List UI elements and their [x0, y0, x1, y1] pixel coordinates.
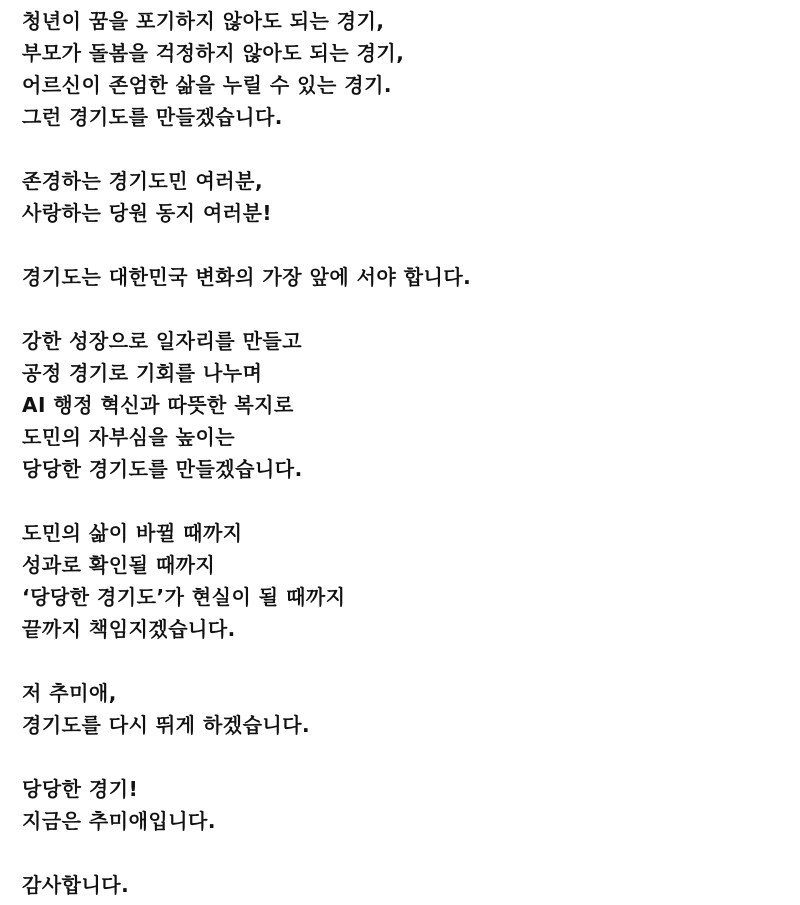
speech-document [22, 5, 792, 901]
text-line: 사랑하는 당원 동지 여러분! [22, 201, 273, 225]
text-line: 도민의 자부심을 높이는 [22, 425, 236, 449]
text-line: 청년이 꿈을 포기하지 않아도 되는 경기, [22, 9, 385, 33]
stanza-spacer [22, 645, 792, 677]
stanza-spacer [22, 837, 792, 869]
text-line: 끝까지 책임지겠습니다. [22, 617, 236, 641]
stanza-commitment [22, 517, 792, 645]
stanza-declaration [22, 677, 792, 741]
text-line: 강한 성장으로 일자리를 만들고 [22, 329, 303, 353]
text-line: 경기도는 대한민국 변화의 가장 앞에 서야 합니다. [22, 265, 472, 289]
text-line: 성과로 확인될 때까지 [22, 553, 216, 577]
stanza-closing [22, 869, 792, 901]
stanza-spacer [22, 229, 792, 261]
text-line: 감사합니다. [22, 873, 130, 897]
text-line: 존경하는 경기도민 여러분, [22, 169, 264, 193]
stanza-vision [22, 5, 792, 133]
text-line: 어르신이 존엄한 삶을 누릴 수 있는 경기. [22, 73, 392, 97]
text-line: ‘당당한 경기도’가 현실이 될 때까지 [22, 585, 346, 609]
text-line: 도민의 삶이 바뀔 때까지 [22, 521, 243, 545]
text-line: 경기도를 다시 뛰게 하겠습니다. [22, 713, 311, 737]
stanza-spacer [22, 485, 792, 517]
stanza-spacer [22, 293, 792, 325]
stanza-slogan [22, 773, 792, 837]
text-line: 당당한 경기! [22, 777, 139, 801]
text-line: 공정 경기로 기회를 나누며 [22, 361, 263, 385]
stanza-pledges [22, 325, 792, 485]
stanza-greeting [22, 165, 792, 229]
text-line: AI 행정 혁신과 따뜻한 복지로 [22, 393, 294, 417]
text-line: 지금은 추미애입니다. [22, 809, 216, 833]
stanza-spacer [22, 741, 792, 773]
text-line: 당당한 경기도를 만들겠습니다. [22, 457, 303, 481]
text-line: 그런 경기도를 만들겠습니다. [22, 105, 283, 129]
stanza-statement [22, 261, 792, 293]
text-line: 부모가 돌봄을 걱정하지 않아도 되는 경기, [22, 41, 405, 65]
text-line: 저 추미애, [22, 681, 117, 705]
stanza-spacer [22, 133, 792, 165]
